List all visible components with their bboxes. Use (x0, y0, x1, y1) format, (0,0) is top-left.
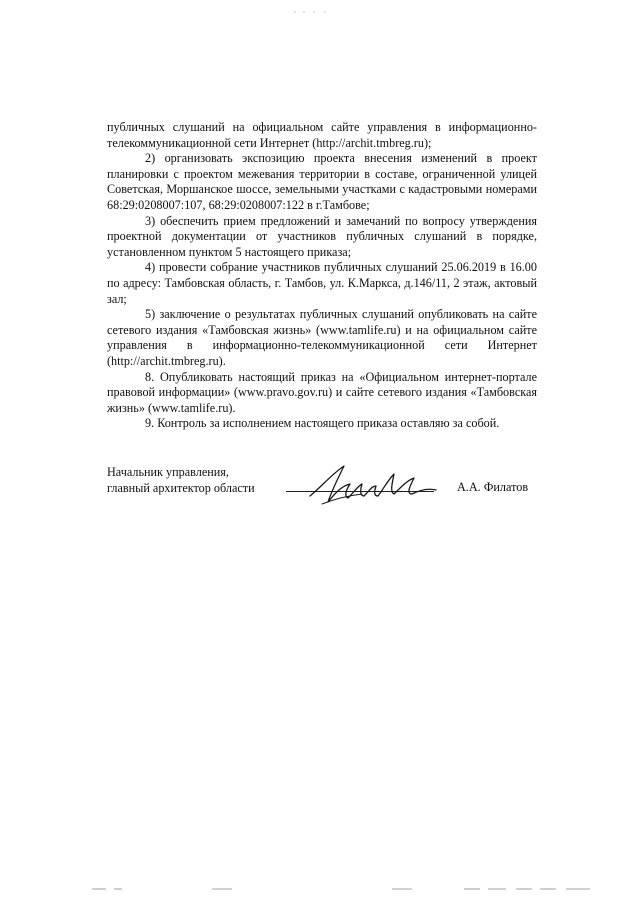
signatory-name: А.А. Филатов (457, 480, 529, 494)
signatory-position-line2: главный архитектор области (107, 481, 255, 495)
paragraph-item-4: 4) провести собрание участников публичных слушаний 25.06.2019 в 16.00 по адресу: Тамбовская область, г. Тамбов, ул. К.Маркса, д.146/11, 2 этаж, актовый зал; (107, 260, 537, 306)
handwritten-signature (302, 456, 442, 516)
document-body (107, 120, 537, 432)
paragraph-item-8: 8. Опубликовать настоящий приказ на «Официальном интернет-портале правовой информации» (www.pravo.gov.ru) и сайте сетевого издания «Тамбовская жизнь» (www.tamlife.ru). (107, 369, 537, 415)
scan-artifact-top (292, 10, 332, 14)
paragraph-item-5: 5) заключение о результатах публичных слушаний опубликовать на сайте сетевого издания «Тамбовская жизнь» (www.tamlife.ru) и на официальном сайте управления в информационно-телекоммуникационной сети Интернет (http://archit.tmbreg.ru). (107, 307, 537, 368)
paragraph-item-2: 2) организовать экспозицию проекта внесения изменений в проект планировки с проектом межевания территории в составе, ограниченной улицей Советская, Моршанское шоссе, земельными участками с кадастровыми номерами 68:29:0208007:107, 68:29:0208007:122 в г.Тамбове; (107, 151, 537, 212)
paragraph-continuation: публичных слушаний на официальном сайте управления в информационно-телекоммуникационной сети Интернет (http://archit.tmbreg.ru); (107, 120, 537, 150)
signatory-position (107, 464, 255, 496)
paragraph-item-9: 9. Контроль за исполнением настоящего приказа оставляю за собой. (145, 416, 500, 431)
signatory-position-line1: Начальник управления, (107, 465, 229, 479)
paragraph-item-3: 3) обеспечить прием предложений и замечаний по вопросу утверждения проектной документации от участников публичных слушаний в порядке, установленном пунктом 5 настоящего приказа; (107, 213, 537, 259)
scan-artifact-bottom (92, 886, 592, 892)
